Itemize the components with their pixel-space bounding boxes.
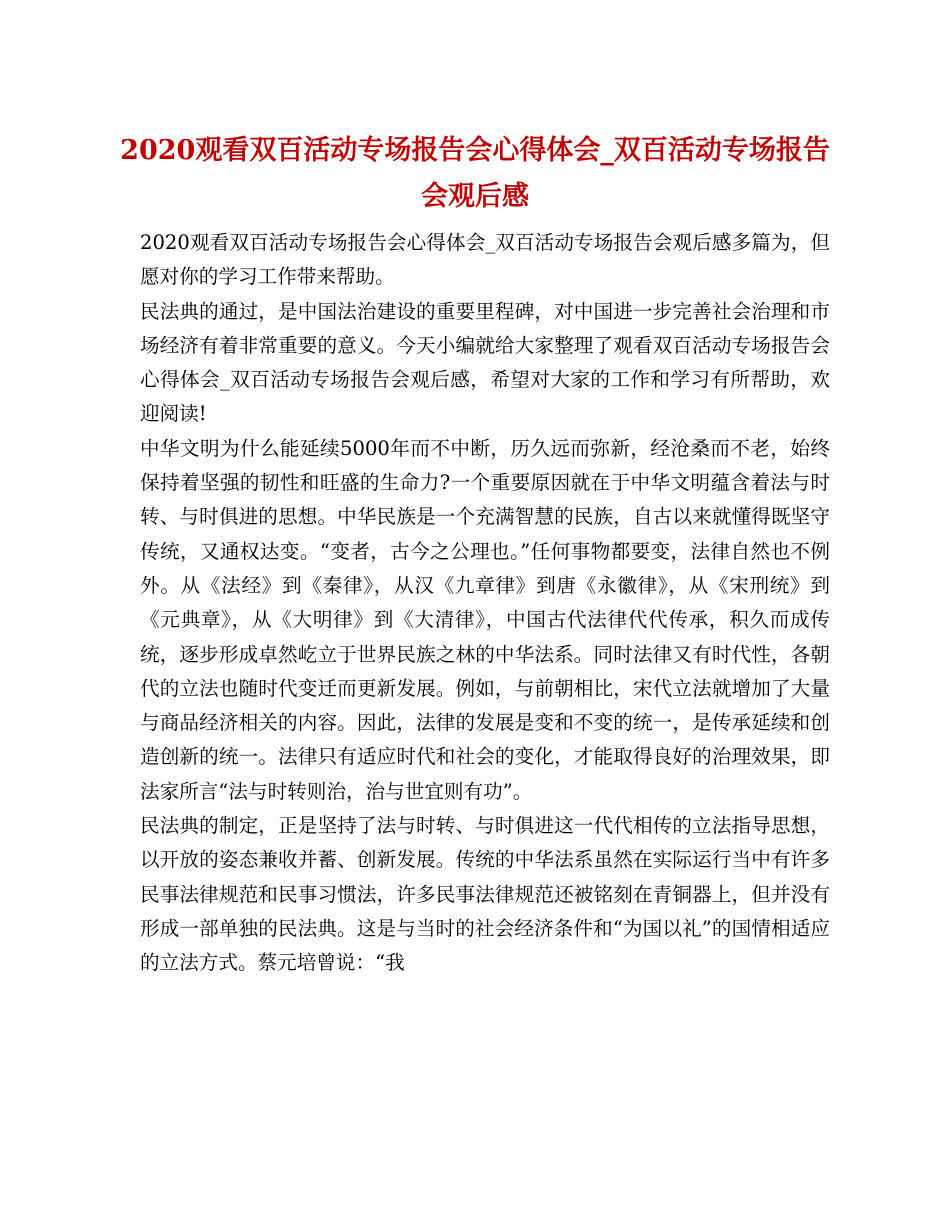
document-body xyxy=(140,226,830,981)
paragraph-civilization: 中华文明为什么能延续5000年而不中断，历久远而弥新，经沧桑而不老，始终保持着坚强的韧性和旺盛的生命力?一个重要原因就在于中华文明蕴含着法与时转、与时俱进的思想。中华民族是一个充满智慧的民族，自古以来就懂得既坚守传统，又通权达变。“变者，古今之公理也。”任何事物都要变，法律自然也不例外。从《法经》到《秦律》，从汉《九章律》到唐《永徽律》，从《宋刑统》到《元典章》，从《大明律》到《大清律》，中国古代法律代代传承，积久而成传统，逐步形成卓然屹立于世界民族之林的中华法系。同时法律又有时代性，各朝代的立法也随时代变迁而更新发展。例如，与前朝相比，宋代立法就增加了大量与商品经济相关的内容。因此，法律的发展是变和不变的统一，是传承延续和创造创新的统一。法律只有适应时代和社会的变化，才能取得良好的治理效果，即法家所言“法与时转则治，治与世宜则有功”。 xyxy=(140,436,830,803)
paragraph-intro: 2020观看双百活动专场报告会心得体会_双百活动专场报告会观后感多篇为，但愿对你的学习工作带来帮助。 xyxy=(140,231,830,289)
document-title: 2020观看双百活动专场报告会心得体会_双百活动专场报告会观后感 xyxy=(120,135,830,212)
paragraph-legislation: 民法典的制定，正是坚持了法与时转、与时俱进这一代代相传的立法指导思想，以开放的姿态兼收并蓄、创新发展。传统的中华法系虽然在实际运行当中有许多民事法律规范和民事习惯法，许多民事法律规范还被铭刻在青铜器上，但并没有形成一部单独的民法典。这是与当时的社会经济条件和“为国以礼”的国情相适应的立法方式。蔡元培曾说：“我 xyxy=(140,814,830,975)
paragraph-civil-code: 民法典的通过，是中国法治建设的重要里程碑，对中国进一步完善社会治理和市场经济有着非常重要的意义。今天小编就给大家整理了观看双百活动专场报告会心得体会_双百活动专场报告会观后感，希望对大家的工作和学习有所帮助，欢迎阅读! xyxy=(140,299,830,426)
